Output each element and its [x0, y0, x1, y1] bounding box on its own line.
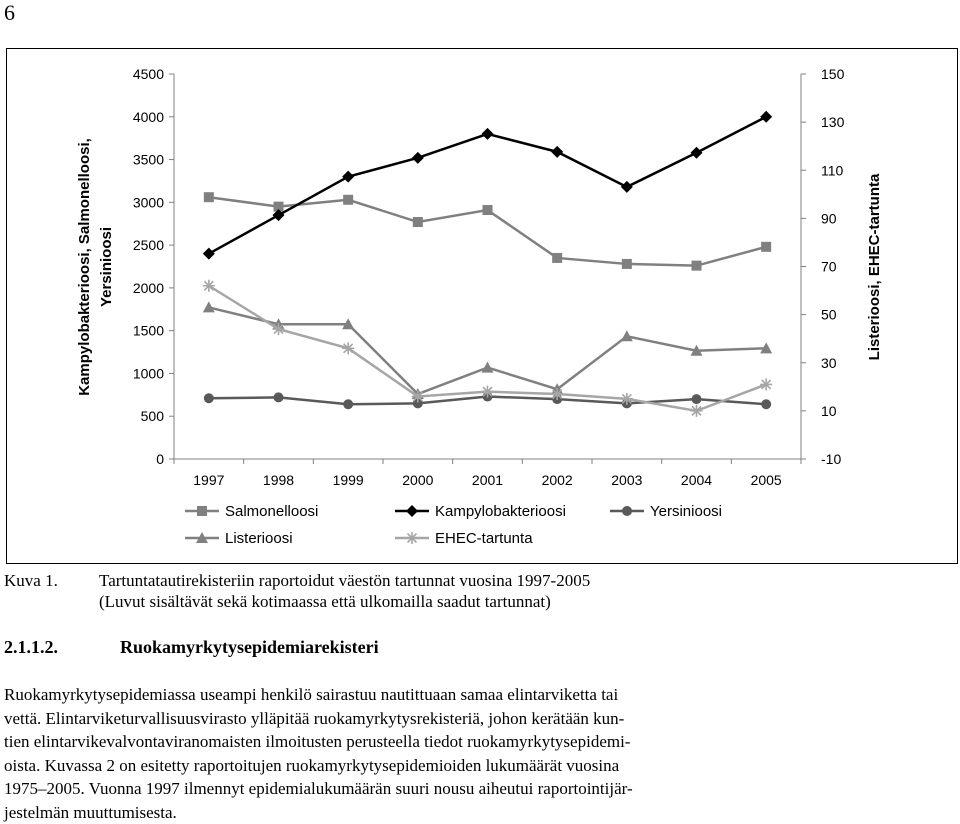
left-tick-label: 2000 [133, 280, 164, 296]
left-axis-title: Kampylobakterioosi, Salmonelloosi, [76, 138, 93, 396]
data-point-ehec-tartunta [482, 386, 494, 398]
right-axis-title: Listerioosi, EHEC-tartunta [866, 173, 883, 360]
legend-marker-ehec-tartunta [406, 532, 418, 544]
data-point-kampylobakterioosi [760, 111, 772, 123]
data-point-kampylobakterioosi [551, 146, 563, 158]
legend-label-kampylobakterioosi: Kampylobakterioosi [435, 503, 566, 520]
right-tick-label: 10 [821, 403, 837, 419]
x-tick-label: 2005 [751, 472, 782, 488]
caption-line-1: Tartuntatautirekisteriin raportoidut väestön tartunnat vuosina 1997-2005 [99, 570, 590, 591]
data-point-listerioosi [203, 301, 215, 312]
x-tick-label: 1998 [263, 472, 294, 488]
right-tick-label: 50 [821, 307, 837, 323]
data-point-ehec-tartunta [760, 378, 772, 390]
caption-label: Kuva 1. [4, 570, 58, 591]
left-tick-label: 3000 [133, 194, 164, 210]
right-tick-label: 130 [821, 114, 845, 130]
section-title: Ruokamyrkytysepidemiarekisteri [120, 637, 379, 658]
data-point-ehec-tartunta [412, 390, 424, 402]
data-point-ehec-tartunta [342, 342, 354, 354]
right-tick-label: -10 [821, 451, 841, 467]
section-number: 2.1.1.2. [4, 637, 58, 658]
data-point-yersinioosi [692, 394, 702, 404]
data-point-ehec-tartunta [621, 393, 633, 405]
right-tick-label: 110 [821, 162, 844, 178]
data-point-salmonelloosi [622, 259, 632, 269]
paragraph-line: tien elintarvikevalvontaviranomaisten ilmoitusten perusteella tiedot ruokamyrkytysepidemi- [4, 730, 849, 754]
left-axis-title: Yersinioosi [98, 227, 115, 307]
x-tick-label: 2000 [402, 472, 433, 488]
left-tick-label: 4000 [133, 109, 164, 125]
data-point-listerioosi [482, 362, 494, 373]
data-point-kampylobakterioosi [203, 248, 215, 260]
left-tick-label: 1000 [133, 365, 164, 381]
right-tick-label: 150 [821, 66, 845, 82]
legend-label-salmonelloosi: Salmonelloosi [225, 503, 318, 520]
data-point-kampylobakterioosi [412, 152, 424, 164]
data-point-ehec-tartunta [273, 323, 285, 335]
x-tick-label: 2001 [472, 472, 503, 488]
data-point-yersinioosi [343, 399, 353, 409]
legend-label-ehec-tartunta: EHEC-tartunta [435, 530, 533, 547]
data-point-salmonelloosi [761, 242, 771, 252]
body-paragraph [4, 683, 849, 824]
left-tick-label: 4500 [133, 66, 164, 82]
right-tick-label: 30 [821, 355, 837, 371]
data-point-listerioosi [621, 330, 633, 341]
data-point-ehec-tartunta [203, 280, 215, 292]
data-point-yersinioosi [274, 392, 284, 402]
legend-marker-yersinioosi [622, 506, 632, 516]
paragraph-line: oista. Kuvassa 2 on esitetty raportoitujen ruokamyrkytysepidemioiden lukumäärät vuosina [4, 754, 849, 778]
chart-frame [6, 48, 958, 564]
data-point-kampylobakterioosi [342, 171, 354, 183]
paragraph-line: jestelmän muuttumisesta. [4, 801, 849, 824]
data-point-ehec-tartunta [691, 405, 703, 417]
paragraph-line: vettä. Elintarviketurvallisuusvirasto ylläpitää ruokamyrkytysrekisteriä, johon kerätään kun- [4, 707, 849, 731]
series-line-listerioosi [209, 307, 766, 394]
x-tick-label: 1999 [333, 472, 364, 488]
x-tick-label: 1997 [193, 472, 224, 488]
left-tick-label: 1500 [133, 323, 164, 339]
page-number: 6 [4, 0, 15, 26]
left-tick-label: 2500 [133, 237, 164, 253]
legend-marker-salmonelloosi [197, 506, 207, 516]
x-tick-label: 2002 [542, 472, 573, 488]
legend-marker-kampylobakterioosi [406, 505, 418, 517]
right-tick-label: 70 [821, 259, 837, 275]
data-point-salmonelloosi [552, 253, 562, 263]
data-point-salmonelloosi [692, 261, 702, 271]
data-point-kampylobakterioosi [621, 181, 633, 193]
data-point-ehec-tartunta [551, 388, 563, 400]
paragraph-line: Ruokamyrkytysepidemiassa useampi henkilö sairastuu nautittuaan samaa elintarviketta tai [4, 683, 849, 707]
x-tick-label: 2003 [611, 472, 642, 488]
data-point-salmonelloosi [343, 195, 353, 205]
caption-line-2: (Luvut sisältävät sekä kotimaassa että ulkomailla saadut tartunnat) [99, 591, 551, 612]
legend-label-yersinioosi: Yersinioosi [650, 503, 722, 520]
paragraph-line: 1975–2005. Vuonna 1997 ilmennyt epidemialukumäärän suuri nousu aiheutui raportointijär- [4, 777, 849, 801]
left-tick-label: 0 [156, 451, 164, 467]
legend-label-listerioosi: Listerioosi [225, 530, 293, 547]
data-point-kampylobakterioosi [691, 147, 703, 159]
data-point-salmonelloosi [204, 192, 214, 202]
x-tick-label: 2004 [681, 472, 712, 488]
data-point-salmonelloosi [413, 217, 423, 227]
data-point-yersinioosi [761, 399, 771, 409]
right-tick-label: 90 [821, 210, 837, 226]
left-tick-label: 3500 [133, 152, 164, 168]
data-point-kampylobakterioosi [482, 128, 494, 140]
data-point-salmonelloosi [483, 205, 493, 215]
left-tick-label: 500 [141, 408, 165, 424]
data-point-yersinioosi [204, 393, 214, 403]
line-chart [7, 49, 957, 563]
